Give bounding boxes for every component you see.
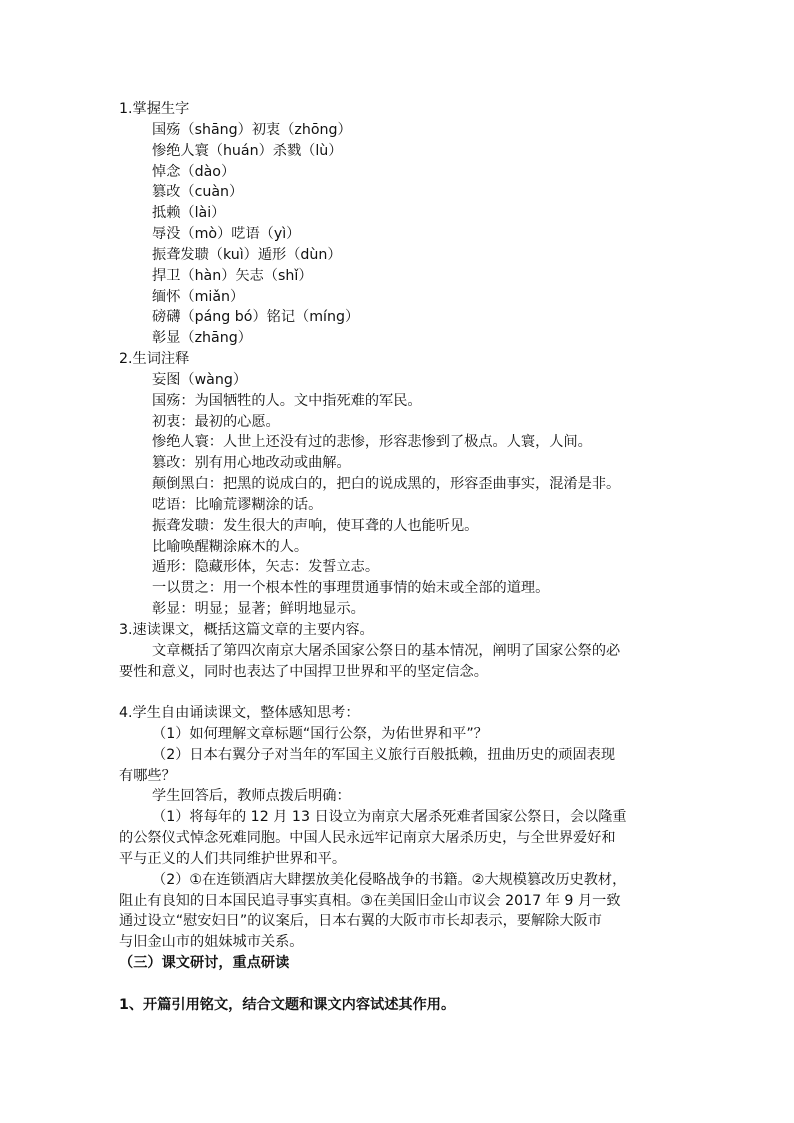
section1-heading: 1.掌握生字 [119, 101, 190, 117]
section2-item: 比喻唤醒糊涂麻木的人。 [152, 539, 309, 555]
section2-item: 呓语：比喻荒谬糊涂的话。 [152, 497, 323, 513]
answer-1-line: 平与正义的人们共同维护世界和平。 [119, 851, 347, 867]
section2-item: 彰显：明显；显著；鲜明地显示。 [152, 601, 365, 617]
section2-item: 遁形：隐藏形体，矢志：发誓立志。 [152, 559, 380, 575]
section2-item: 颠倒黑白：把黑的说成白的，把白的说成黑的，形容歪曲事实，混淆是非。 [152, 476, 621, 492]
section1-item: 抵赖（lài） [152, 205, 226, 221]
section2-item: 篡改：别有用心地改动或曲解。 [152, 455, 351, 471]
answer-1-line: 的公祭仪式悼念死难同胞。中国人民永远牢记南京大屠杀历史，与全世界爱好和 [119, 830, 616, 846]
section2-item: 惨绝人寰：人世上还没有过的悲惨，形容悲惨到了极点。人寰，人间。 [152, 434, 592, 450]
section1-item: 悼念（dào） [152, 164, 236, 180]
answer-2-line: 通过设立“慰安妇日”的议案后，日本右翼的大阪市市长却表示，要解除大阪市 [119, 913, 602, 929]
question-2-line: （2）日本右翼分子对当年的军国主义旅行百般抵赖，扭曲历史的顽固表现 [152, 747, 616, 763]
answer-2-line: 与旧金山市的姐妹城市关系。 [119, 934, 304, 950]
section3-heading: 3.速读课文，概括这篇文章的主要内容。 [119, 622, 374, 638]
part3-heading: （三）课文研讨，重点研读 [119, 955, 290, 971]
section1-item: 振聋发聩（kuì）遁形（dùn） [152, 247, 342, 263]
section2-item: 国殇：为国牺牲的人。文中指死难的军民。 [152, 393, 422, 409]
section1-item: 彰显（zhāng） [152, 330, 252, 346]
answer-2-line: 阻止有良知的日本国民追寻事实真相。③在美国旧金山市议会 2017 年 9 月一致 [119, 893, 621, 909]
section1-item: 篡改（cuàn） [152, 184, 244, 200]
section4-heading: 4.学生自由诵读课文，整体感知思考： [119, 705, 360, 721]
section2-item: 一以贯之：用一个根本性的事理贯通事情的始末或全部的道理。 [152, 580, 550, 596]
section3-paragraph-line: 文章概括了第四次南京大屠杀国家公祭日的基本情况，阐明了国家公祭的必 [152, 643, 621, 659]
section1-item: 磅礴（páng bó）铭记（míng） [152, 309, 360, 325]
part3-question-1: 1、开篇引用铭文，结合文题和课文内容试述其作用。 [119, 997, 456, 1013]
section2-item: 振聋发聩：发生很大的声响，使耳聋的人也能听见。 [152, 518, 479, 534]
section3-paragraph-line: 要性和意义，同时也表达了中国捍卫世界和平的坚定信念。 [119, 664, 488, 680]
section1-item: 缅怀（miǎn） [152, 289, 245, 305]
section1-item: 惨绝人寰（huán）杀戮（lù） [152, 143, 343, 159]
answer-2-line: （2）①在连锁酒店大肆摆放美化侵略战争的书籍。②大规模篡改历史教材， [152, 872, 627, 888]
section1-item: 捍卫（hàn）矢志（shǐ） [152, 268, 313, 284]
question-1: （1）如何理解文章标题“国行公祭，为佑世界和平”？ [152, 726, 488, 742]
answer-intro: 学生回答后，教师点拨后明确： [152, 788, 351, 804]
section2-heading: 2.生词注释 [119, 351, 190, 367]
answer-1-line: （1）将每年的 12 月 13 日设立为南京大屠杀死难者国家公祭日，会以隆重 [152, 809, 627, 825]
section2-item: 初衷：最初的心愿。 [152, 414, 280, 430]
question-2-line: 有哪些？ [119, 768, 176, 784]
section1-item: 国殇（shāng）初衷（zhōng） [152, 122, 352, 138]
section2-item: 妄图（wàng） [152, 372, 248, 388]
section1-item: 辱没（mò）呓语（yì） [152, 226, 301, 242]
